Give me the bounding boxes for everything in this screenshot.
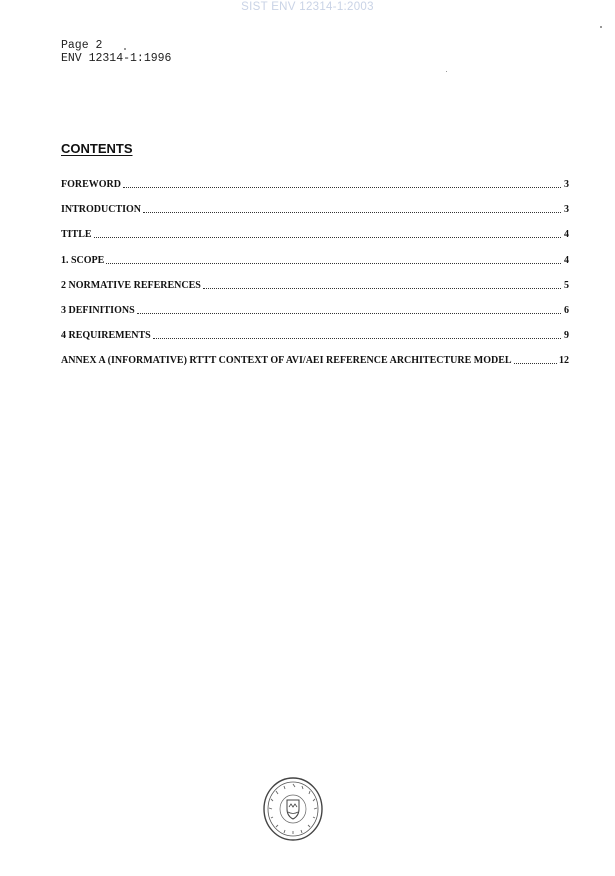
toc-entry-definitions[interactable]	[61, 303, 569, 317]
page-label: Page 2	[61, 39, 103, 52]
dot-leader	[514, 363, 557, 364]
toc-entry-scope[interactable]	[61, 253, 569, 267]
dot-leader	[123, 187, 561, 188]
page-header	[61, 40, 171, 65]
dot-leader	[137, 313, 561, 314]
toc-entry-title-section[interactable]	[61, 227, 569, 241]
contents-heading: CONTENTS	[61, 141, 133, 156]
toc-entry-annex-a[interactable]	[61, 353, 569, 367]
toc-entry-page: 4	[564, 229, 569, 240]
toc-entry-page: 3	[564, 204, 569, 215]
dot-leader	[94, 237, 561, 238]
scan-speck	[600, 26, 602, 28]
official-stamp-icon	[262, 776, 324, 842]
dot-leader	[143, 212, 561, 213]
toc-entry-requirements[interactable]	[61, 328, 569, 342]
toc-entry-title: 2 NORMATIVE REFERENCES	[61, 280, 201, 291]
toc-entry-title: FOREWORD	[61, 179, 121, 190]
dot-leader	[203, 288, 561, 289]
toc-entry-page: 3	[564, 179, 569, 190]
toc-entry-title: INTRODUCTION	[61, 204, 142, 215]
watermark: SIST ENV 12314-1:2003	[241, 1, 374, 13]
toc-entry-page: 4	[564, 255, 569, 266]
toc-entry-introduction[interactable]	[61, 202, 569, 216]
toc-entry-foreword[interactable]	[61, 177, 569, 191]
toc-entry-title: 1. SCOPE	[61, 255, 105, 266]
toc-entry-page: 5	[564, 280, 569, 291]
toc-entry-title: 4 REQUIREMENTS	[61, 330, 151, 341]
toc-entry-page: 9	[564, 330, 569, 341]
toc-entry-page: 12	[559, 355, 569, 366]
dot-leader	[106, 263, 561, 264]
scan-speck	[446, 71, 447, 72]
scan-speck	[124, 48, 126, 50]
toc-entry-title: ANNEX A (INFORMATIVE) RTTT CONTEXT OF AVI/AEI REFERENCE ARCHITECTURE MODEL	[61, 355, 512, 366]
document-id: ENV 12314-1:1996	[61, 51, 172, 65]
toc-entry-normative-references[interactable]	[61, 278, 569, 292]
toc-entry-title: TITLE	[61, 229, 92, 240]
toc-entry-page: 6	[564, 305, 569, 316]
toc-entry-title: 3 DEFINITIONS	[61, 305, 135, 316]
dot-leader	[153, 338, 561, 339]
